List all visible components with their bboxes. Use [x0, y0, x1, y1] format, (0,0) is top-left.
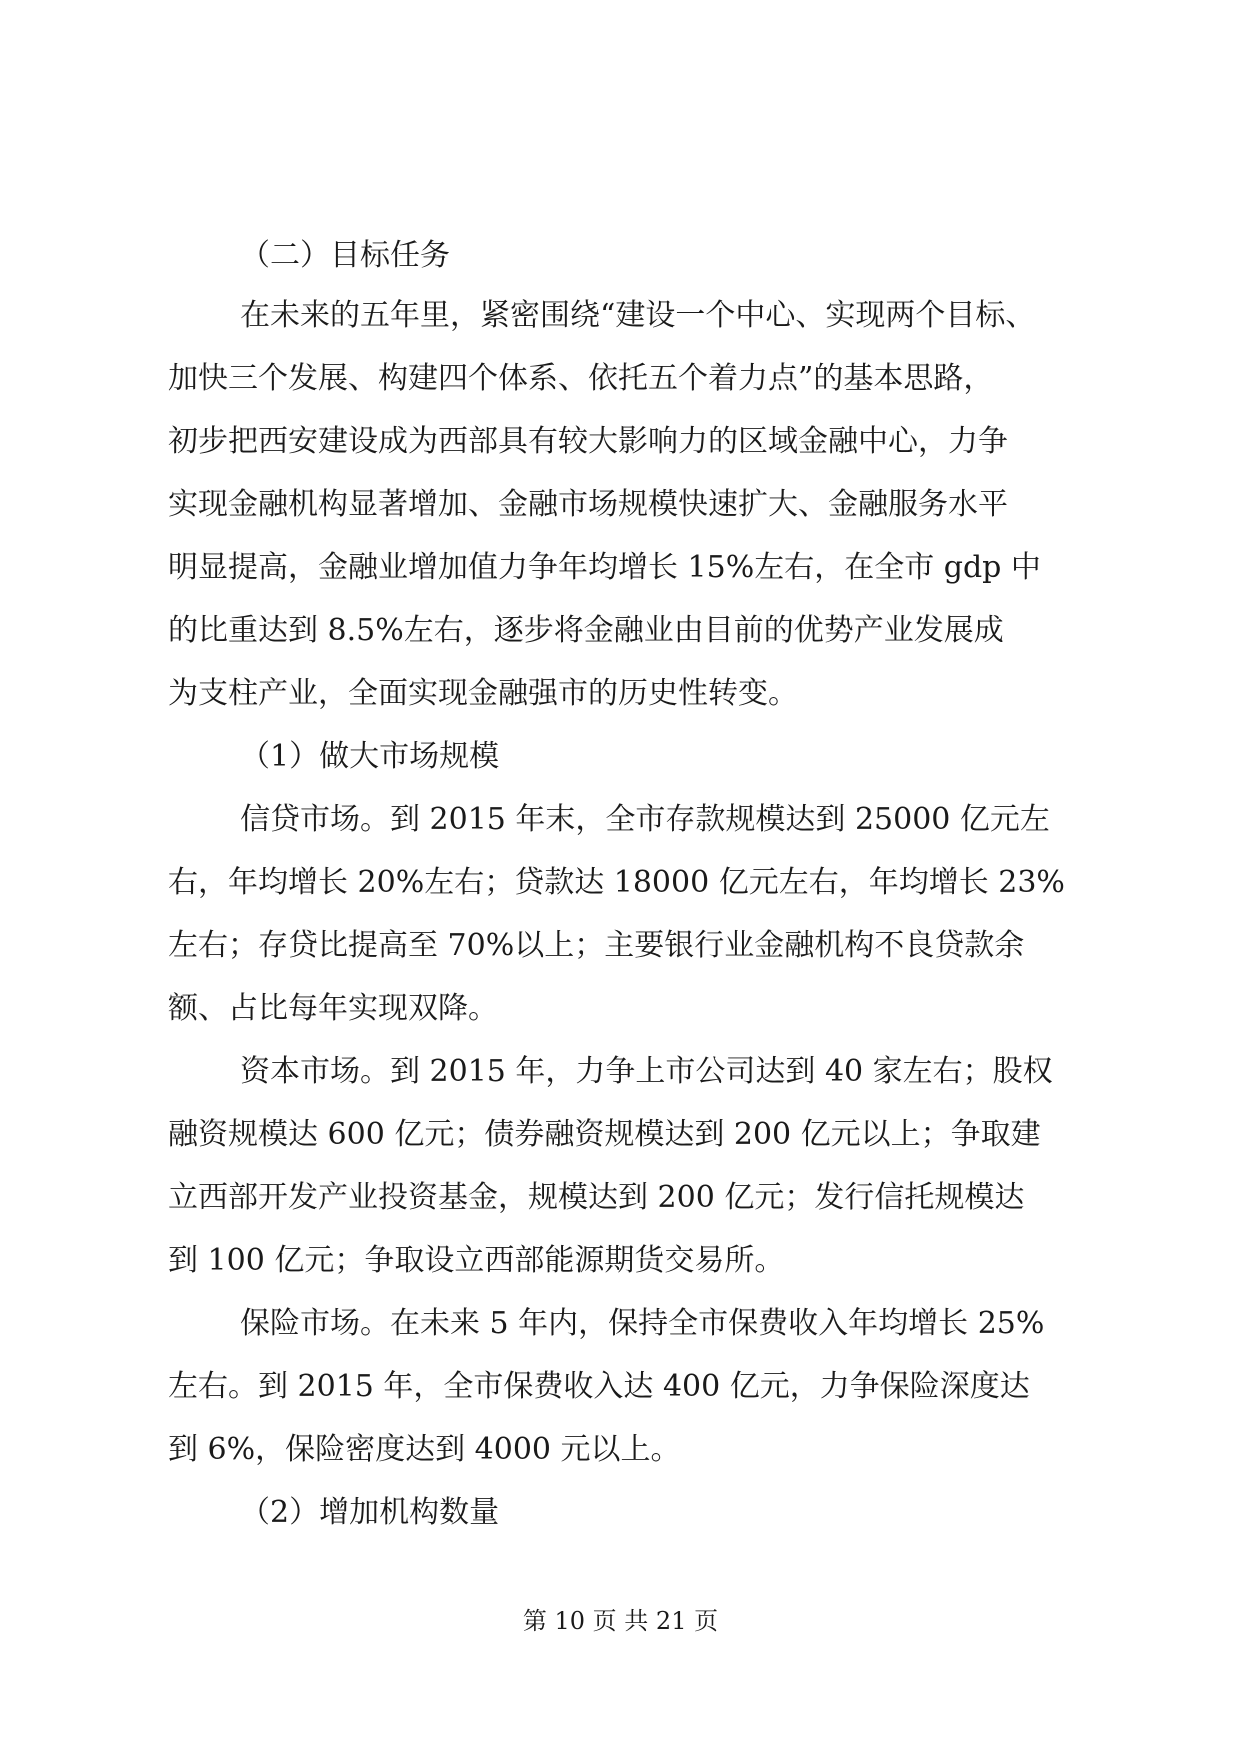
paragraph-line: 到 100 亿元；争取设立西部能源期货交易所。	[168, 1243, 785, 1278]
paragraph-line: 立西部开发产业投资基金，规模达到 200 亿元；发行信托规模达	[168, 1180, 1025, 1215]
page-number-footer: 第 10 页 共 21 页	[522, 1607, 719, 1635]
paragraph-line: 为支柱产业，全面实现金融强市的历史性转变。	[168, 676, 798, 711]
paragraph-line: 右，年均增长 20%左右；贷款达 18000 亿元左右，年均增长 23%	[168, 865, 1065, 900]
paragraph-line: 左右。到 2015 年，全市保费收入达 400 亿元，力争保险深度达	[168, 1369, 1030, 1404]
subheading-market-scale: （1）做大市场规模	[240, 739, 500, 774]
section-heading: （二）目标任务	[240, 238, 450, 273]
paragraph-line: 到 6%，保险密度达到 4000 元以上。	[168, 1432, 681, 1467]
paragraph-line: 在未来的五年里，紧密围绕“建设一个中心、实现两个目标、	[240, 298, 1036, 333]
paragraph-line: 实现金融机构显著增加、金融市场规模快速扩大、金融服务水平	[168, 487, 1008, 522]
subheading-institution-count: （2）增加机构数量	[240, 1495, 500, 1530]
paragraph-line: 融资规模达 600 亿元；债券融资规模达到 200 亿元以上；争取建	[168, 1117, 1041, 1152]
paragraph-line: 额、占比每年实现双降。	[168, 991, 498, 1026]
paragraph-line: 信贷市场。到 2015 年末，全市存款规模达到 25000 亿元左	[240, 802, 1050, 837]
paragraph-line: 明显提高，金融业增加值力争年均增长 15%左右，在全市 gdp 中	[168, 550, 1041, 585]
paragraph-line: 初步把西安建设成为西部具有较大影响力的区域金融中心，力争	[168, 424, 1008, 459]
paragraph-line: 加快三个发展、构建四个体系、依托五个着力点”的基本思路，	[168, 361, 994, 396]
paragraph-line: 资本市场。到 2015 年，力争上市公司达到 40 家左右；股权	[240, 1054, 1053, 1089]
paragraph-line: 左右；存贷比提高至 70%以上；主要银行业金融机构不良贷款余	[168, 928, 1025, 963]
paragraph-line: 的比重达到 8.5%左右，逐步将金融业由目前的优势产业发展成	[168, 613, 1004, 648]
paragraph-line: 保险市场。在未来 5 年内，保持全市保费收入年均增长 25%	[240, 1306, 1045, 1341]
